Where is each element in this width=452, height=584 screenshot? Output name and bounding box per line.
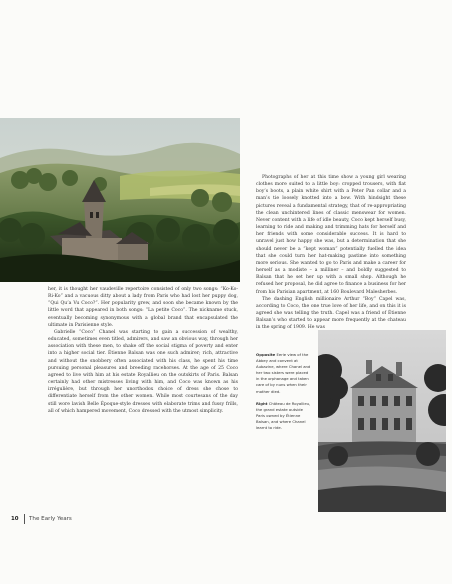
body-text-right — [256, 174, 406, 331]
photo-captions — [256, 352, 312, 437]
body-paragraph: Gabrielle “Coco” Chanel was starting to gain a succession of wealthy, educated, sometimes even titled, admirers, and saw an obvious way, through her association with these men, to shake off the social stigma of poverty and enter into a higher social tier. Étienne Balsan was one such admirer; rich, attractive and without the snobbery often associated with his class, he spent his time pursuing personal pleasures and breeding racehorses. At the age of 25 Coco agreed to live with him at his estate Royallieu on the outskirts of Paris. Balsan certainly had other mistresses living with him, and Coco was known as his irrégulière, but through her unorthodox choice of dress she chose to differentiate herself from the other women. While most courtesans of the day still wore lavish Belle Époque-style dresses with elaborate trims and fussy frills, all of which hampered movement, Coco dressed with the utmost simplicity. — [48, 329, 238, 414]
running-head: The Early Years — [29, 516, 72, 522]
body-text-left — [48, 286, 238, 415]
body-paragraph: her, it is thought her vaudeville repertoire consisted of only two songs: “Ko-Ko-Ri-Ko” and a vacuous ditty about a lady from Paris who had lost her puppy dog, “Qui Qu’a Vu Coco?”. Her popularity grew, and soon she became known by the little word that appeared in both songs: “La petite Coco”. The nickname stuck, eventually becoming synonymous with a global brand that encapsulated the ultimate in Parisienne style. — [48, 287, 238, 328]
page-number: 10 — [11, 516, 19, 522]
chateau-photo — [318, 330, 446, 512]
body-paragraph: Photographs of her at this time show a young girl wearing clothes more suited to a little boy: cropped trousers, with flat boy’s boots, a plain white shirt with a Peter Pan collar and a man’s tie loosely knotted into a bow. With hindsight these pictures reveal a fundamental strategy, that of re-appropriating the clean unchintered lines of classic menswear for women. Never content with a life of idle beauty, Coco kept herself busy, learning to ride and making and trimming hats for herself and her friends with some considerable success. It is hard to unravel just how happy she was, but a determination that she should never be a “kept woman” potentially fuelled the idea that she could turn her hat-making pastime into something more serious. She wanted to go to Paris and make a career for herself as a modiste – a milliner – and boldly suggested to Balsan that he set her up with a small shop. Although he refused her proposal, he did agree to finance a business for her from his Parisian apartment, at 160 Boulevard Malesherbes. — [256, 175, 406, 295]
body-paragraph: The dashing English millionaire Arthur “Boy” Capel was, according to Coco, the one true love of her life, and on this it is agreed she was telling the truth. Capel was a friend of Étienne Balsan’s who started to appear more frequently at the chateau in the spring of 1909. He was — [256, 296, 406, 331]
folio-divider — [24, 514, 25, 524]
caption-right — [256, 401, 312, 431]
caption-text: Eerie view of the Abbey and convent at Aubazine, where Chanel and her two sisters were placed in the orphanage and taken care of by nuns when their mother died. — [256, 352, 311, 394]
caption-text: Château de Royallieu, the grand estate outside Paris owned by Étienne Balsan, and where Chanel learnt to ride. — [256, 400, 311, 431]
caption-label: Right — [256, 400, 268, 406]
caption-opposite — [256, 352, 312, 395]
caption-label: Opposite — [256, 352, 276, 357]
abbey-photo — [0, 118, 240, 282]
